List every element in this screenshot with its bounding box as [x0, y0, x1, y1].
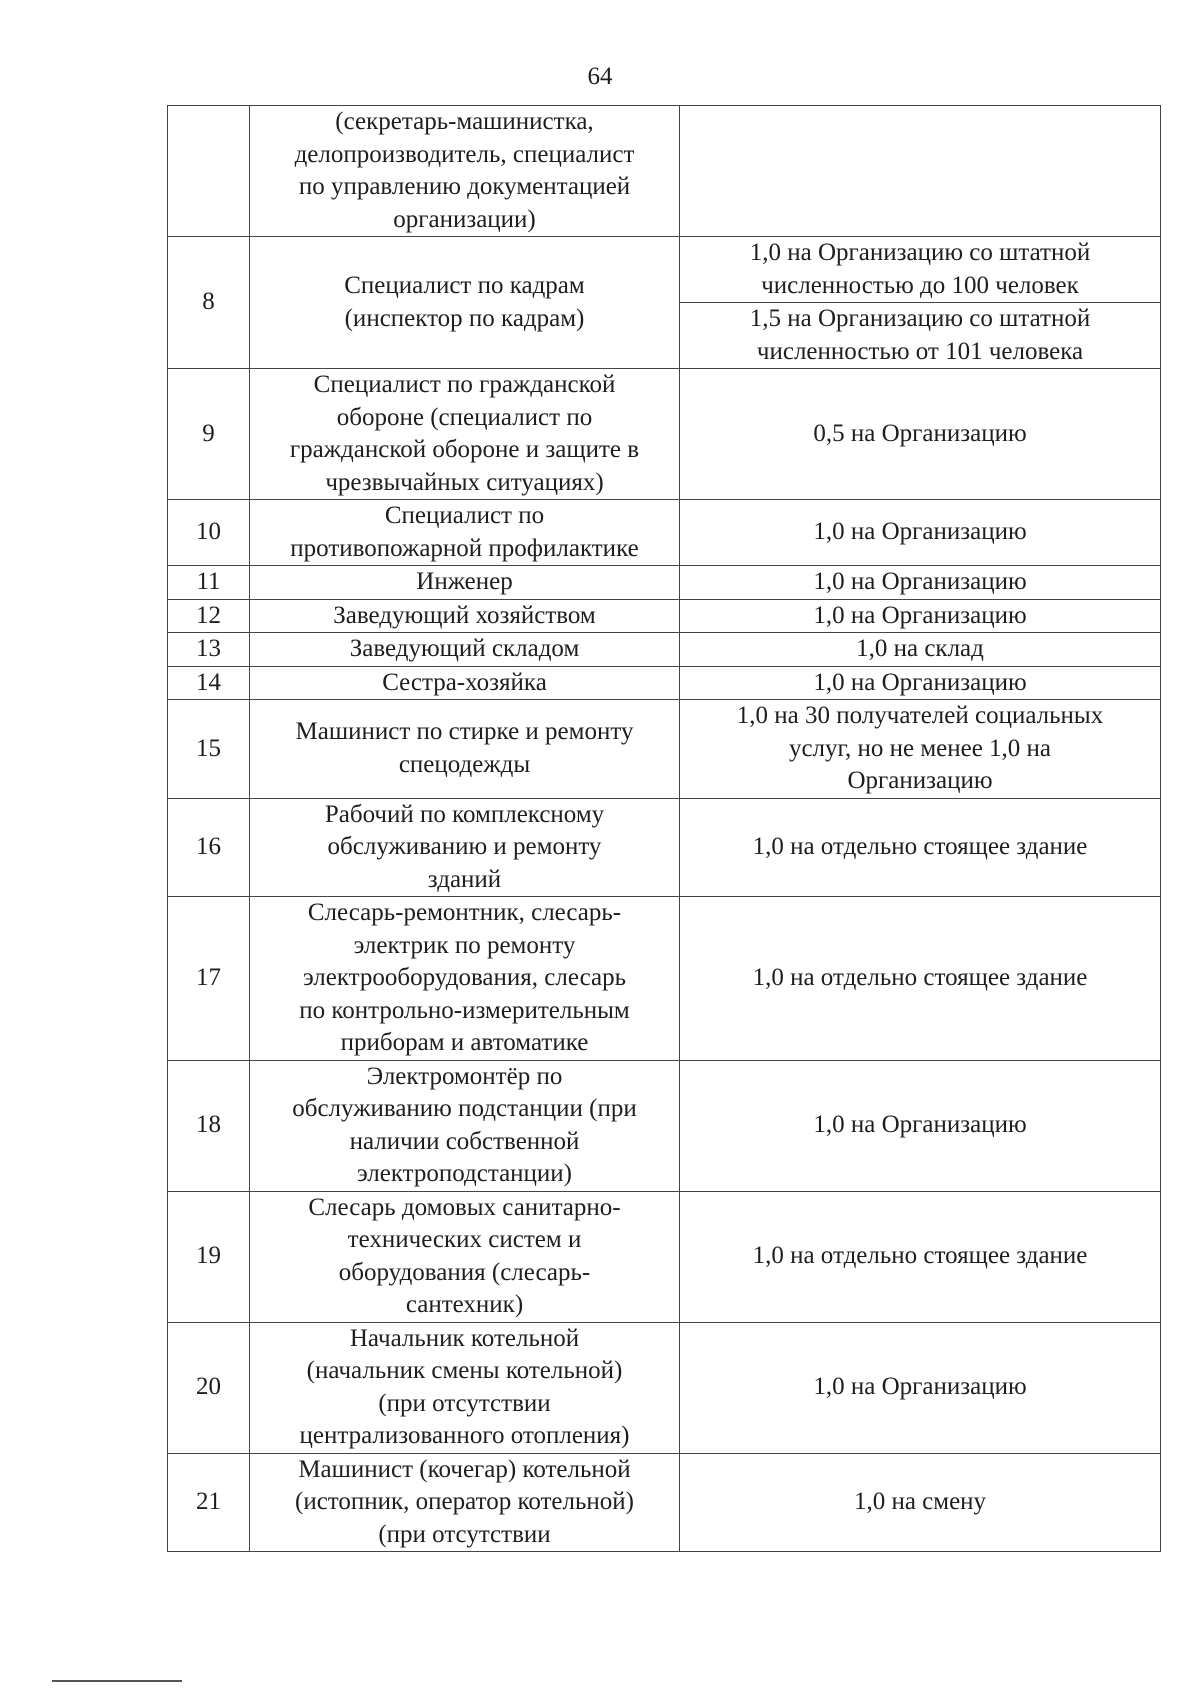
row-number: 10 — [168, 500, 250, 566]
position-name: Специалист по противопожарной профилактике — [250, 500, 680, 566]
row-number: 16 — [168, 798, 250, 897]
position-name: Специалист по гражданской обороне (специалист по гражданской обороне и защите в чрезвычайных ситуациях) — [250, 369, 680, 500]
position-name: Слесарь-ремонтник, слесарь- электрик по ремонту электрооборудования, слесарь по контрольно-измерительным приборам и автоматике — [250, 897, 680, 1061]
staffing-norm: 1,0 на склад — [680, 633, 1161, 667]
staffing-table — [167, 105, 1161, 1552]
staffing-norm: 1,0 на отдельно стоящее здание — [680, 897, 1161, 1061]
position-name: (секретарь-машинистка, делопроизводитель, специалист по управлению документацией организации) — [250, 106, 680, 237]
staffing-norm — [680, 106, 1161, 237]
table-row — [168, 897, 1161, 1061]
table-row — [168, 566, 1161, 600]
staffing-norm: 1,0 на Организацию — [680, 1060, 1161, 1191]
position-name: Инженер — [250, 566, 680, 600]
row-number: 12 — [168, 599, 250, 633]
staffing-norm: 1,0 на Организацию — [680, 566, 1161, 600]
row-number: 21 — [168, 1453, 250, 1552]
staffing-norm: 1,0 на отдельно стоящее здание — [680, 798, 1161, 897]
row-number: 14 — [168, 666, 250, 700]
staffing-norm: 1,5 на Организацию со штатной численностью от 101 человека — [680, 303, 1161, 369]
row-number: 9 — [168, 369, 250, 500]
staffing-norm: 1,0 на Организацию — [680, 599, 1161, 633]
footnote-separator — [52, 1680, 182, 1682]
table-row — [168, 1060, 1161, 1191]
staffing-norm: 1,0 на 30 получателей социальных услуг, но не менее 1,0 на Организацию — [680, 700, 1161, 799]
staffing-norm: 1,0 на отдельно стоящее здание — [680, 1191, 1161, 1322]
row-number: 20 — [168, 1322, 250, 1453]
position-name: Сестра-хозяйка — [250, 666, 680, 700]
table-row — [168, 1191, 1161, 1322]
position-name: Начальник котельной (начальник смены котельной) (при отсутствии централизованного отопления) — [250, 1322, 680, 1453]
staffing-norm: 1,0 на смену — [680, 1453, 1161, 1552]
row-number: 15 — [168, 700, 250, 799]
row-number: 17 — [168, 897, 250, 1061]
staffing-norm: 0,5 на Организацию — [680, 369, 1161, 500]
row-number — [168, 106, 250, 237]
row-number: 11 — [168, 566, 250, 600]
table-row — [168, 1453, 1161, 1552]
table-row — [168, 599, 1161, 633]
table-row — [168, 666, 1161, 700]
table-row — [168, 237, 1161, 303]
row-number: 18 — [168, 1060, 250, 1191]
row-number: 19 — [168, 1191, 250, 1322]
position-name: Заведующий хозяйством — [250, 599, 680, 633]
row-number: 8 — [168, 237, 250, 369]
position-name: Электромонтёр по обслуживанию подстанции (при наличии собственной электроподстанции) — [250, 1060, 680, 1191]
position-name: Специалист по кадрам (инспектор по кадрам) — [250, 237, 680, 369]
position-name: Заведующий складом — [250, 633, 680, 667]
table-row — [168, 700, 1161, 799]
staffing-norm: 1,0 на Организацию — [680, 500, 1161, 566]
table-row — [168, 1322, 1161, 1453]
table-row — [168, 106, 1161, 237]
position-name: Слесарь домовых санитарно- технических систем и оборудования (слесарь- сантехник) — [250, 1191, 680, 1322]
staffing-norm: 1,0 на Организацию — [680, 666, 1161, 700]
table-row — [168, 798, 1161, 897]
staffing-norm: 1,0 на Организацию со штатной численностью до 100 человек — [680, 237, 1161, 303]
page-number: 64 — [587, 63, 613, 90]
staffing-table-body — [168, 106, 1161, 1552]
table-row — [168, 369, 1161, 500]
row-number: 13 — [168, 633, 250, 667]
position-name: Рабочий по комплексному обслуживанию и ремонту зданий — [250, 798, 680, 897]
staffing-norm: 1,0 на Организацию — [680, 1322, 1161, 1453]
table-row — [168, 500, 1161, 566]
table-row — [168, 633, 1161, 667]
position-name: Машинист по стирке и ремонту спецодежды — [250, 700, 680, 799]
position-name: Машинист (кочегар) котельной (истопник, оператор котельной) (при отсутствии — [250, 1453, 680, 1552]
